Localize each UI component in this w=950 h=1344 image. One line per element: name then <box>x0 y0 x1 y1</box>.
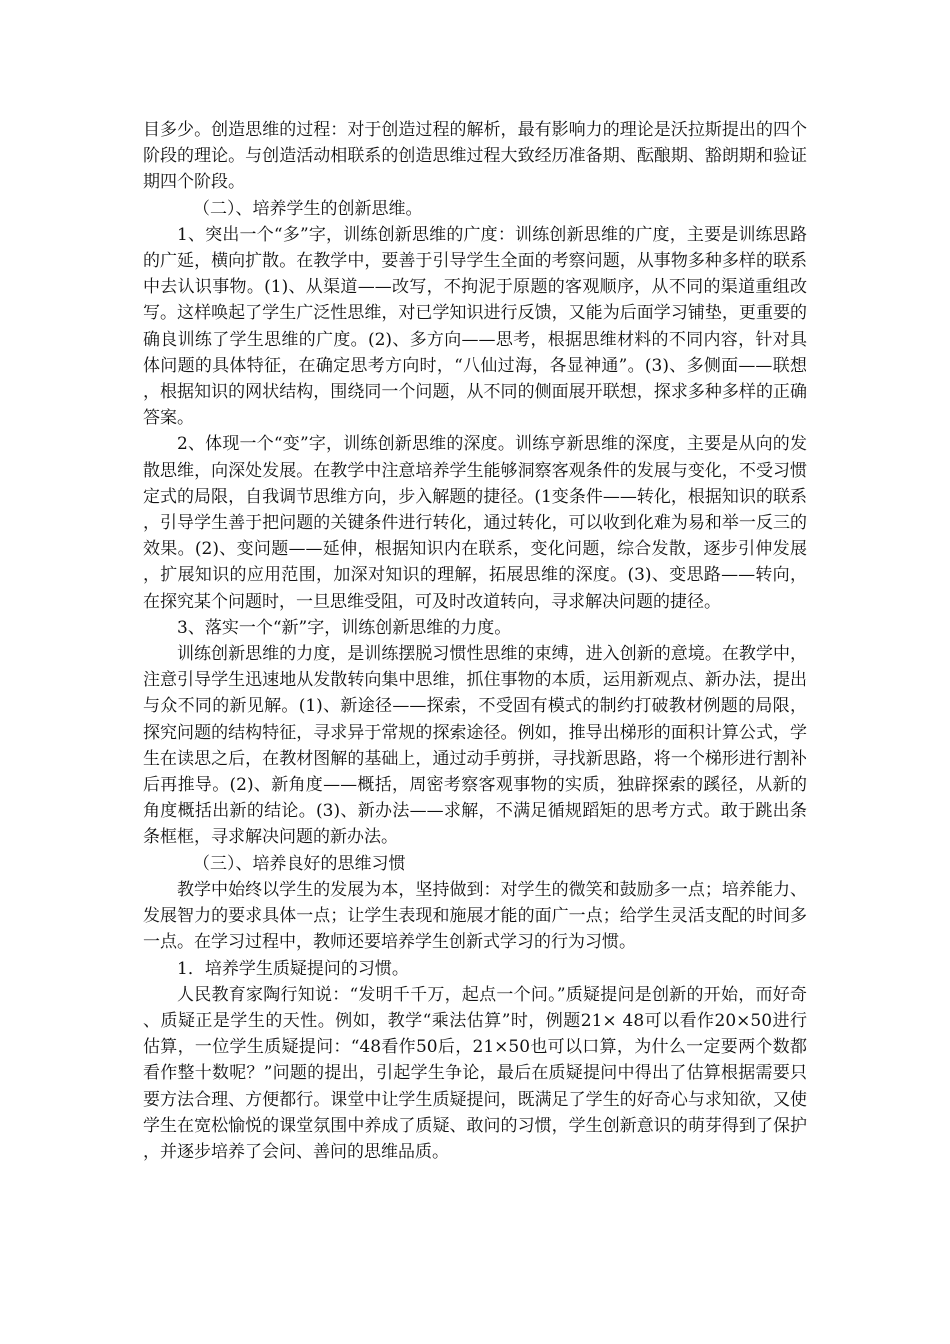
paragraph-questioning: 人民教育家陶行知说：“发明千千万，起点一个问。”质疑提问是创新的开始，而好奇、质疑正是学生的天性。例如，教学“乘法估算”时，例题21× 48可以看作20×50进行估算，一位学生质疑提问：“48看作50后，21×50也可以口算，为什么一定要两个数都看作整十数呢？”问题的提出，引起学生争论，最后在质疑提问中得出了估算根据需要只要方法合理、方便都行。课堂中让学生质疑提问，既满足了学生的好奇心与求知欲，又使学生在宽松愉悦的课堂氛围中养成了质疑、敢问的习惯，学生创新意识的萌芽得到了保护，并逐步培养了会问、善问的思维品质。 <box>143 984 807 1162</box>
section-heading-2: （二）、培养学生的创新思维。 <box>193 198 423 219</box>
section-heading-3: （三）、培养良好的思维习惯 <box>193 853 406 874</box>
paragraph-depth: 2、体现一个“变”字，训练创新思维的深度。训练亨新思维的深度，主要是从向的发散思维，向深处发展。在教学中注意培养学生能够洞察客观条件的发展与变化，不受习惯定式的局限，自我调节思维方向，步入解题的捷径。(1变条件——转化，根据知识的联系，引导学生善于把问题的关键条件进行转化，通过转化，可以收到化难为易和举一反三的效果。(2)、变问题——延伸，根据知识内在联系，变化问题，综合发散，逐步引伸发展，扩展知识的应用范围，加深对知识的理解，拓展思维的深度。(3)、变思路——转向，在探究某个问题时，一旦思维受阻，可及时改道转向，寻求解决问题的捷径。 <box>143 434 807 612</box>
document-body <box>143 117 807 1165</box>
paragraph-breadth: 1、突出一个“多”字，训练创新思维的广度：训练创新思维的广度，主要是训练思路的广延，横向扩散。在教学中，要善于引导学生全面的考察问题，从事物多种多样的联系中去认识事物。(1)、从渠道——改写，不拘泥于原题的客观顺序，从不同的渠道重组改写。这样唤起了学生广泛性思维，对已学知识进行反馈，又能为后面学习铺垫，更重要的确良训练了学生思维的广度。(2)、多方向——思考，根据思维材料的不同内容，针对具体问题的具体特征，在确定思考方向时，“八仙过海，各显神通”。(3)、多侧面——联想，根据知识的网状结构，围绕同一个问题，从不同的侧面展开联想，探求多种多样的正确答案。 <box>143 224 807 429</box>
paragraph-habits: 教学中始终以学生的发展为本，坚持做到：对学生的微笑和鼓励多一点；培养能力、发展智力的要求具体一点；让学生表现和施展才能的面广一点；给学生灵活支配的时间多一点。在学习过程中，教师还要培养学生创新式学习的行为习惯。 <box>143 879 807 953</box>
paragraph-intro-continued: 目多少。创造思维的过程：对于创造过程的解析，最有影响力的理论是沃拉斯提出的四个阶段的理论。与创造活动相联系的创造思维过程大致经历准备期、酝酿期、豁朗期和验证期四个阶段。 <box>143 120 807 193</box>
paragraph-questioning-title: 1．培养学生质疑提问的习惯。 <box>177 958 409 979</box>
paragraph-strength-title: 3、落实一个“新”字，训练创新思维的力度。 <box>177 617 512 638</box>
paragraph-strength: 训练创新思维的力度，是训练摆脱习惯性思维的束缚，进入创新的意境。在教学中，注意引导学生迅速地从发散转向集中思维，抓住事物的本质，运用新观点、新办法，提出与众不同的新见解。(1)、新途径——探索，不受固有模式的制约打破教材例题的局限，探究问题的结构特征，寻求异于常规的探索途径。例如，推导出梯形的面积计算公式，学生在读思之后，在教材图解的基础上，通过动手剪拼，寻找新思路，将一个梯形进行割补后再推导。(2)、新角度——概括，周密考察客观事物的实质，独辟探索的蹊径，从新的角度概括出新的结论。(3)、新办法——求解，不满足循规蹈矩的思考方式。敢于跳出条条框框，寻求解决问题的新办法。 <box>143 644 807 848</box>
